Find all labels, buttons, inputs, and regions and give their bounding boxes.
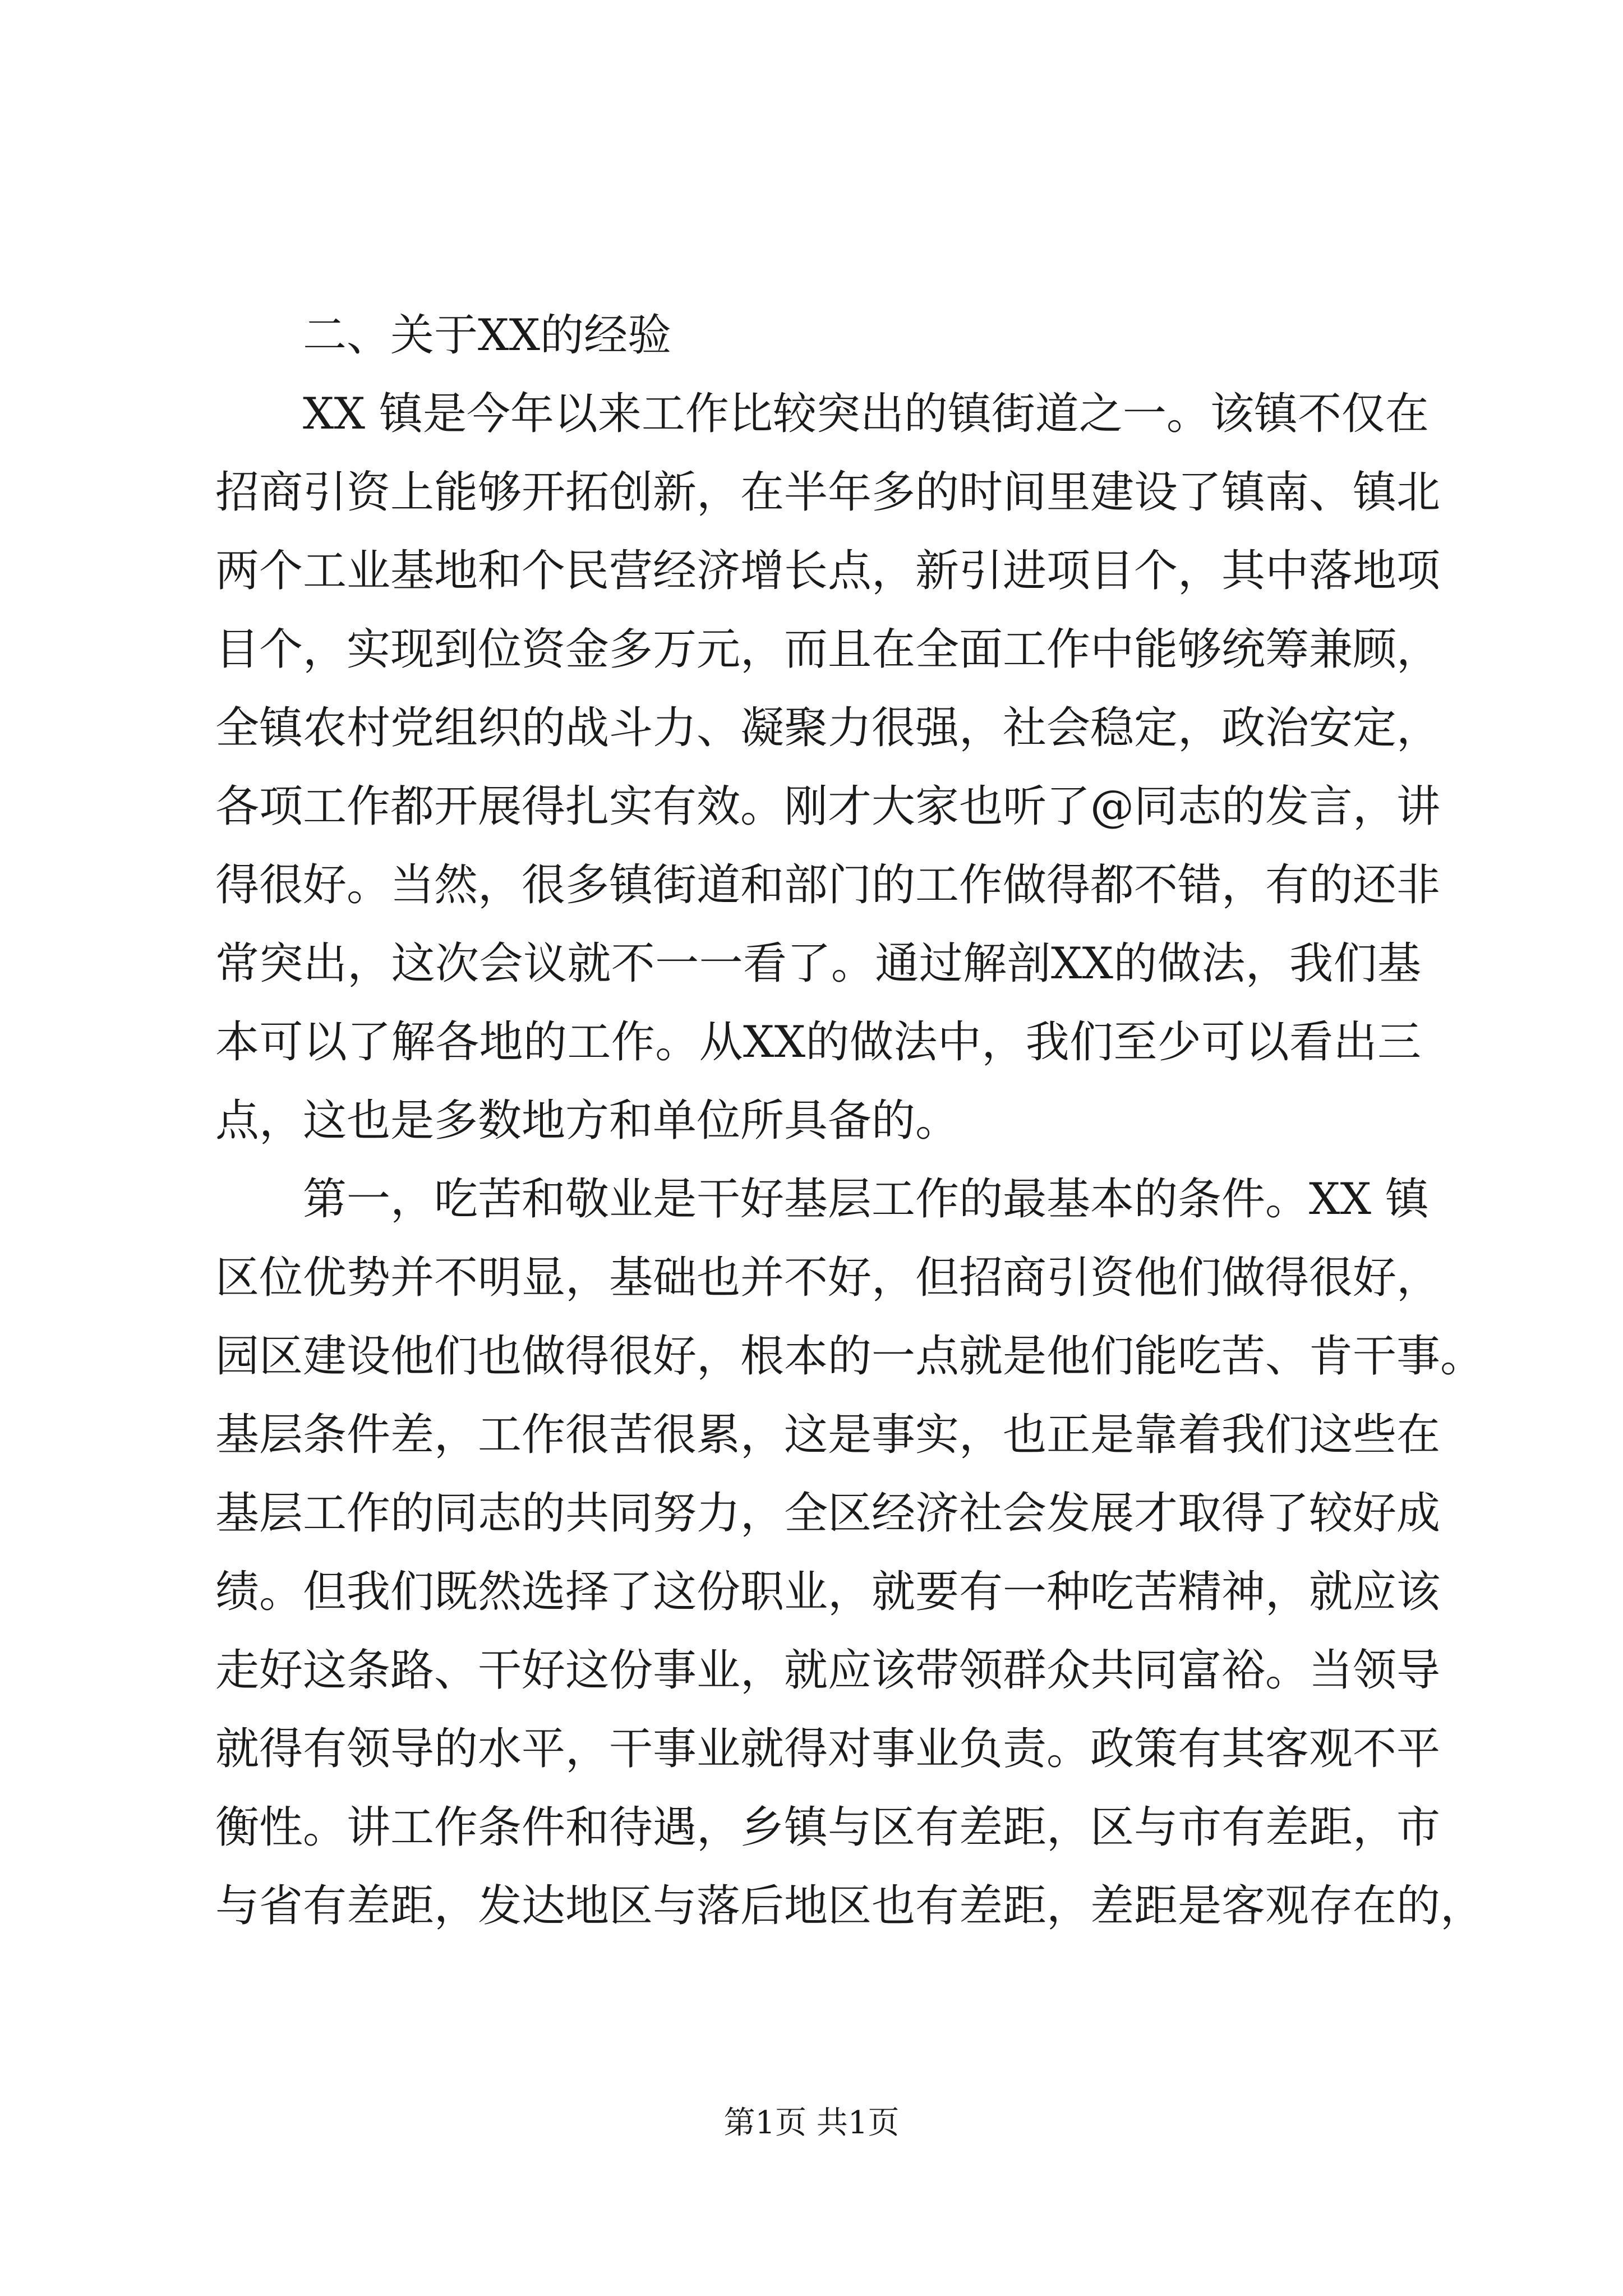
- text-line: 常突出，这次会议就不一一看了。通过解剖XX的做法，我们基: [215, 938, 1421, 989]
- text-line: 走好这条路、干好这份事业，就应该带领群众共同富裕。当领导: [215, 1645, 1441, 1696]
- text-line: 衡性。讲工作条件和待遇，乡镇与区有差距，区与市有差距，市: [215, 1802, 1441, 1853]
- text-line: 点，这也是多数地方和单位所具备的。: [215, 1096, 960, 1146]
- section-heading: 二、关于XX的经验: [303, 310, 672, 361]
- text-line: 目个，实现到位资金多万元，而且在全面工作中能够统筹兼顾，: [215, 624, 1441, 675]
- text-line: XX 镇是今年以来工作比较突出的镇街道之一。该镇不仅在: [303, 389, 1429, 439]
- text-line: 招商引资上能够开拓创新，在半年多的时间里建设了镇南、镇北: [215, 467, 1441, 518]
- text-line: 得很好。当然，很多镇街道和部门的工作做得都不错，有的还非: [215, 860, 1441, 910]
- text-line: 与省有差距，发达地区与落后地区也有差距，差距是客观存在的，: [215, 1881, 1484, 1931]
- text-line: 绩。但我们既然选择了这份职业，就要有一种吃苦精神，就应该: [215, 1567, 1441, 1617]
- text-line: 基层工作的同志的共同努力，全区经济社会发展才取得了较好成: [215, 1488, 1441, 1539]
- text-line: 区位优势并不明显，基础也并不好，但招商引资他们做得很好，: [215, 1253, 1441, 1303]
- text-line: 基层条件差，工作很苦很累，这是事实，也正是靠着我们这些在: [215, 1410, 1441, 1460]
- text-line: 各项工作都开展得扎实有效。刚才大家也听了@同志的发言，讲: [215, 781, 1441, 832]
- text-line: 就得有领导的水平，干事业就得对事业负责。政策有其客观不平: [215, 1724, 1441, 1774]
- text-line: 两个工业基地和个民营经济增长点，新引进项目个，其中落地项: [215, 546, 1441, 596]
- text-line: 第一，吃苦和敬业是干好基层工作的最基本的条件。XX 镇: [303, 1174, 1429, 1225]
- text-line: 全镇农村党组织的战斗力、凝聚力很强，社会稳定，政治安定，: [215, 703, 1441, 753]
- text-line: 本可以了解各地的工作。从XX的做法中，我们至少可以看出三: [215, 1017, 1421, 1068]
- text-line: 园区建设他们也做得很好，根本的一点就是他们能吃苦、肯干事。: [215, 1331, 1484, 1382]
- page-footer: 第1页 共1页: [723, 2105, 900, 2141]
